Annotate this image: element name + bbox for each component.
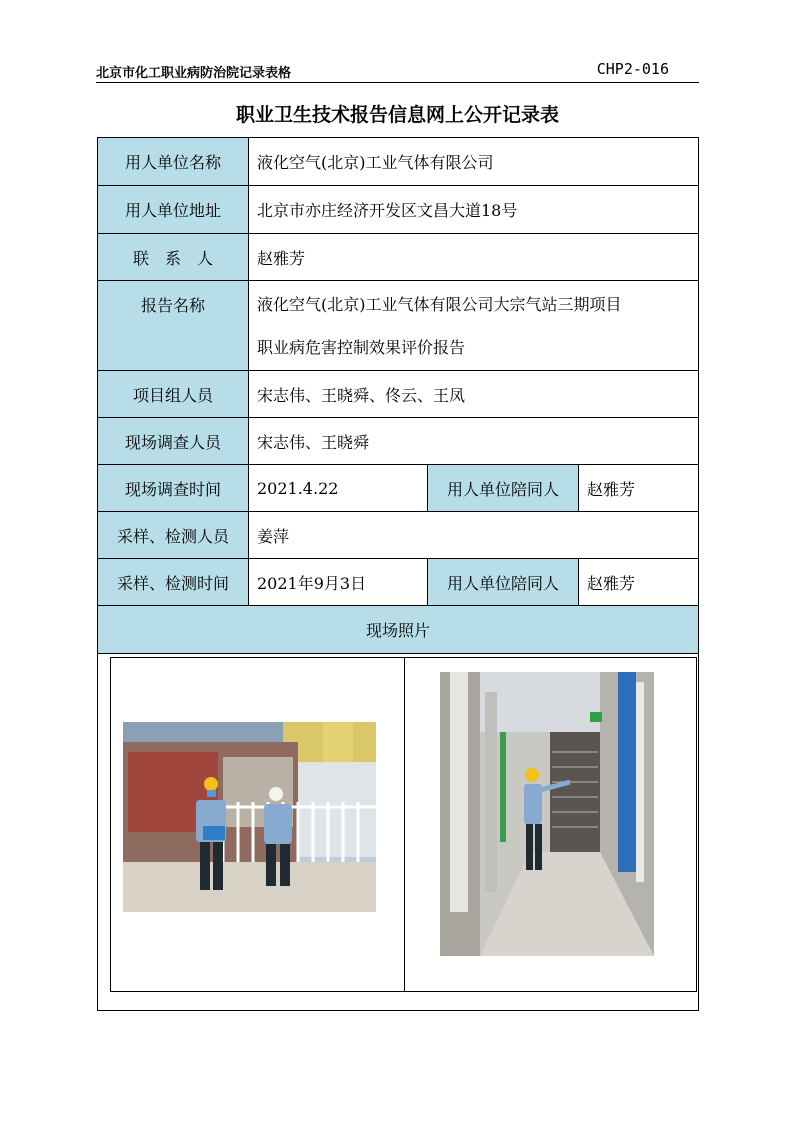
employer-address-label: 用人单位地址 [98, 186, 249, 234]
org-name: 北京市化工职业病防治院记录表格 [96, 66, 292, 81]
employer-address-value: 北京市亦庄经济开发区文昌大道18号 [249, 186, 699, 234]
team-label: 项目组人员 [98, 371, 249, 418]
survey-staff-value: 宋志伟、王晓舜 [249, 418, 699, 465]
form-code: CHP2-016 [596, 60, 669, 78]
survey-companion-label: 用人单位陪同人 [428, 465, 579, 512]
survey-time-value: 2021.4.22 [249, 465, 428, 512]
team-value: 宋志伟、王晓舜、佟云、王凤 [249, 371, 699, 418]
survey-companion-value: 赵雅芳 [579, 465, 699, 512]
photo-frame [110, 657, 697, 992]
sampling-companion-label: 用人单位陪同人 [428, 559, 579, 606]
employer-name-value: 液化空气(北京)工业气体有限公司 [249, 138, 699, 186]
sampling-companion-value: 赵雅芳 [579, 559, 699, 606]
page-title: 职业卫生技术报告信息网上公开记录表 [235, 104, 559, 126]
contact-label: 联 系 人 [98, 234, 249, 281]
sampling-time-value: 2021年9月3日 [249, 559, 428, 606]
photo-divider [404, 658, 405, 991]
sampling-staff-label: 采样、检测人员 [98, 512, 249, 559]
photos-cell [98, 654, 699, 1011]
sampling-time-label: 采样、检测时间 [98, 559, 249, 606]
report-name-line2: 职业病危害控制效果评价报告 [257, 337, 466, 357]
report-name-label: 报告名称 [98, 281, 249, 371]
site-photo-outdoor [123, 722, 376, 912]
photos-section-label: 现场照片 [98, 606, 699, 654]
employer-name-label: 用人单位名称 [98, 138, 249, 186]
survey-time-label: 现场调查时间 [98, 465, 249, 512]
report-name-line1: 液化空气(北京)工业气体有限公司大宗气站三期项目 [257, 294, 622, 314]
contact-value: 赵雅芳 [249, 234, 699, 281]
record-table [97, 137, 699, 1011]
report-name-value [249, 281, 699, 371]
sampling-staff-value: 姜萍 [249, 512, 699, 559]
survey-staff-label: 现场调查人员 [98, 418, 249, 465]
document-header [96, 58, 699, 83]
site-photo-indoor [440, 672, 654, 956]
